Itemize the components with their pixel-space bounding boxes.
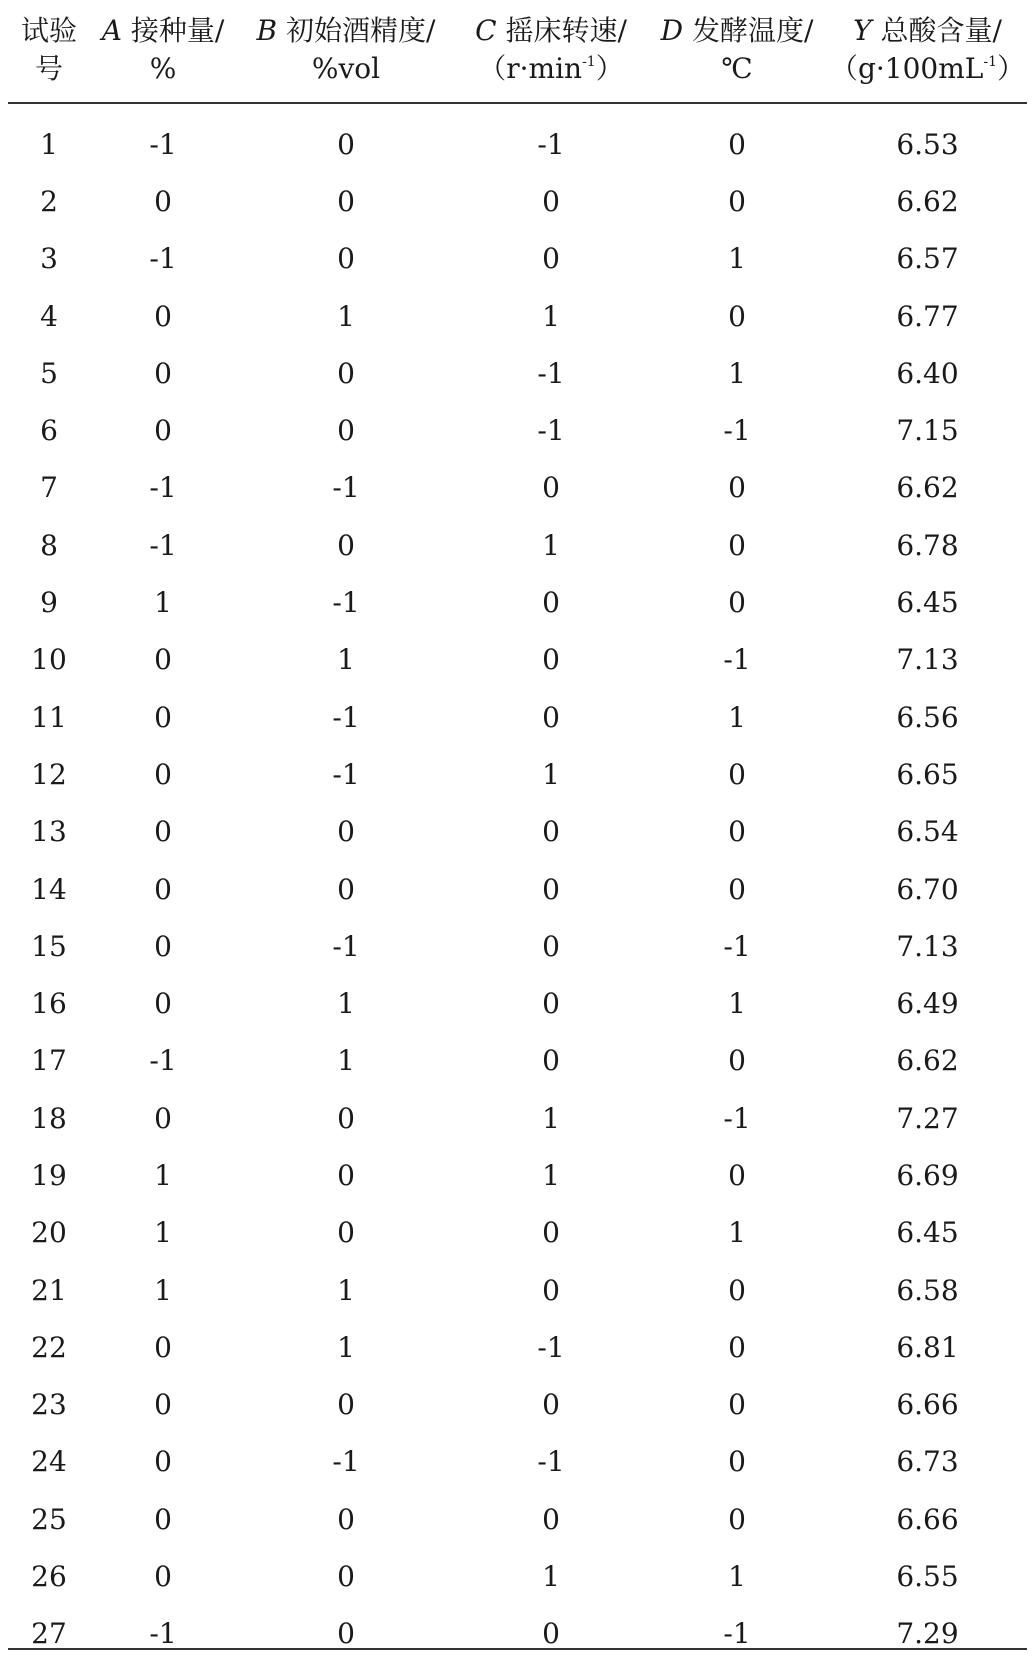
cell-y: 7.13 [896,929,959,963]
cell-b: 0 [337,242,355,276]
cell-d: 0 [728,757,746,791]
experiment-table [8,12,1027,1651]
cell-d: 0 [728,299,746,333]
header-var: D [660,14,684,47]
table-row [8,173,1027,230]
header-var: B [256,14,278,47]
cell-c: 1 [542,1158,560,1192]
cell-trial-no: 25 [31,1502,67,1536]
unit-tail: ） [997,52,1026,85]
cell-d: 0 [728,1330,746,1364]
cell-b: 1 [337,643,355,677]
unit-text: （r·min [478,52,583,85]
cell-b: 0 [337,815,355,849]
cell-trial-no: 3 [40,242,58,276]
cell-d: 0 [728,1502,746,1536]
cell-c: 0 [542,700,560,734]
cell-c: -1 [537,127,565,161]
cell-y: 6.49 [896,987,959,1021]
cell-trial-no: 9 [40,586,58,620]
cell-d: -1 [723,1617,751,1651]
cell-trial-no: 14 [31,872,67,906]
table-row [8,517,1027,574]
cell-b: 0 [337,1158,355,1192]
cell-d: 1 [728,700,746,734]
cell-b: 0 [337,1502,355,1536]
unit-sup: -1 [582,54,596,70]
cell-d: 0 [728,1388,746,1422]
cell-trial-no: 20 [31,1216,67,1250]
cell-b: 0 [337,1216,355,1250]
cell-y: 7.13 [896,643,959,677]
cell-b: 0 [337,528,355,562]
cell-a: -1 [149,242,177,276]
cell-trial-no: 12 [31,757,67,791]
cell-trial-no: 2 [40,184,58,218]
cell-a: 0 [154,643,172,677]
header-line1: 试验 [20,14,77,47]
bottom-rule [8,1648,1027,1650]
table-body [8,116,1027,1663]
table-row [8,1090,1027,1147]
cell-c: 1 [542,1101,560,1135]
cell-c: 0 [542,643,560,677]
cell-b: -1 [332,586,360,620]
header-shaker-speed [456,12,646,100]
table-row [8,975,1027,1032]
cell-trial-no: 10 [31,643,67,677]
unit-tail: ） [595,52,624,85]
table-row [8,861,1027,918]
cell-c: 0 [542,929,560,963]
cell-d: 0 [728,184,746,218]
cell-b: -1 [332,757,360,791]
cell-d: 0 [728,127,746,161]
cell-a: 1 [154,1216,172,1250]
cell-a: 0 [154,1388,172,1422]
cell-b: 1 [337,1273,355,1307]
cell-c: -1 [537,1330,565,1364]
table-header [8,12,1027,100]
cell-d: 0 [728,471,746,505]
cell-a: 0 [154,1560,172,1594]
cell-trial-no: 5 [40,356,58,390]
header-text: 发酵温度/ [691,14,814,47]
cell-c: 0 [542,184,560,218]
table-row [8,1548,1027,1605]
table-row [8,746,1027,803]
header-line2: 号 [34,52,63,85]
cell-d: 0 [728,586,746,620]
cell-y: 7.27 [896,1101,959,1135]
cell-trial-no: 21 [31,1273,67,1307]
header-total-acid [828,12,1027,100]
table-row [8,1033,1027,1090]
table-row [8,345,1027,402]
table-row [8,1205,1027,1262]
header-line2: %vol [311,52,381,85]
cell-y: 6.55 [896,1560,959,1594]
table-row [8,574,1027,631]
cell-c: 1 [542,299,560,333]
header-ferment-temp [646,12,828,100]
cell-a: 0 [154,700,172,734]
table-row [8,1262,1027,1319]
cell-b: 0 [337,872,355,906]
cell-y: 6.81 [896,1330,959,1364]
cell-trial-no: 27 [31,1617,67,1651]
header-line2: % [149,52,177,85]
header-trial-no [8,12,90,100]
cell-c: 0 [542,1388,560,1422]
cell-a: -1 [149,1617,177,1651]
cell-c: 0 [542,987,560,1021]
table-row [8,402,1027,459]
cell-trial-no: 23 [31,1388,67,1422]
cell-trial-no: 24 [31,1445,67,1479]
cell-y: 6.70 [896,872,959,906]
cell-c: 0 [542,872,560,906]
cell-y: 6.65 [896,757,959,791]
header-text: 初始酒精度/ [286,14,436,47]
cell-a: -1 [149,471,177,505]
table-row [8,116,1027,173]
header-line2 [830,50,1025,88]
cell-c: 1 [542,528,560,562]
cell-d: 0 [728,1273,746,1307]
table-row [8,1319,1027,1376]
cell-d: 0 [728,1445,746,1479]
table-row [8,1147,1027,1204]
cell-a: 0 [154,184,172,218]
cell-c: -1 [537,356,565,390]
cell-a: 0 [154,872,172,906]
header-text: 总酸含量/ [880,14,1002,47]
cell-c: 0 [542,471,560,505]
cell-y: 6.57 [896,242,959,276]
cell-y: 6.73 [896,1445,959,1479]
cell-y: 6.66 [896,1502,959,1536]
cell-y: 6.77 [896,299,959,333]
cell-trial-no: 1 [40,127,58,161]
cell-trial-no: 26 [31,1560,67,1594]
cell-a: 0 [154,299,172,333]
cell-d: 0 [728,1044,746,1078]
cell-trial-no: 7 [40,471,58,505]
cell-b: -1 [332,700,360,734]
cell-c: 0 [542,242,560,276]
cell-a: 0 [154,757,172,791]
table-row [8,288,1027,345]
cell-y: 6.45 [896,1216,959,1250]
header-var: A [101,14,122,47]
cell-c: 0 [542,1216,560,1250]
cell-d: 1 [728,1560,746,1594]
cell-y: 6.53 [896,127,959,161]
cell-y: 6.58 [896,1273,959,1307]
cell-a: 0 [154,356,172,390]
cell-b: 1 [337,299,355,333]
cell-d: 1 [728,1216,746,1250]
cell-d: 0 [728,1158,746,1192]
header-initial-alcohol [236,12,456,100]
cell-y: 6.69 [896,1158,959,1192]
header-var: C [475,14,497,47]
table-row [8,1606,1027,1663]
cell-a: 0 [154,1445,172,1479]
cell-y: 6.78 [896,528,959,562]
cell-y: 7.15 [896,414,959,448]
header-inoculum [90,12,236,100]
cell-trial-no: 19 [31,1158,67,1192]
cell-y: 6.54 [896,815,959,849]
cell-d: 0 [728,872,746,906]
cell-trial-no: 22 [31,1330,67,1364]
cell-b: 0 [337,184,355,218]
cell-trial-no: 11 [31,700,67,734]
cell-trial-no: 6 [40,414,58,448]
table-row [8,689,1027,746]
cell-d: -1 [723,643,751,677]
cell-a: 0 [154,1502,172,1536]
cell-d: 0 [728,528,746,562]
header-line2 [478,50,623,88]
cell-b: 0 [337,356,355,390]
cell-a: -1 [149,127,177,161]
cell-trial-no: 16 [31,987,67,1021]
cell-a: 0 [154,1330,172,1364]
header-line2: ℃ [721,52,753,85]
cell-y: 6.40 [896,356,959,390]
cell-y: 6.62 [896,471,959,505]
cell-d: -1 [723,929,751,963]
cell-b: -1 [332,1445,360,1479]
cell-a: 1 [154,1158,172,1192]
cell-a: -1 [149,528,177,562]
table-row [8,1491,1027,1548]
table-row [8,632,1027,689]
cell-a: 0 [154,1101,172,1135]
cell-y: 6.66 [896,1388,959,1422]
header-var: Y [853,14,872,47]
table-row [8,804,1027,861]
header-line1 [475,12,627,50]
cell-b: -1 [332,471,360,505]
cell-c: -1 [537,414,565,448]
cell-d: -1 [723,414,751,448]
cell-y: 6.62 [896,1044,959,1078]
cell-a: 0 [154,929,172,963]
table-row [8,1377,1027,1434]
cell-b: 0 [337,127,355,161]
cell-c: 1 [542,757,560,791]
cell-d: -1 [723,1101,751,1135]
cell-b: 0 [337,414,355,448]
header-line1 [853,12,1002,50]
table-row [8,231,1027,288]
cell-b: 1 [337,1044,355,1078]
header-rule [8,102,1027,104]
header-line1 [661,12,814,50]
cell-a: -1 [149,1044,177,1078]
cell-c: 0 [542,1617,560,1651]
table-row [8,1434,1027,1491]
unit-sup: -1 [983,54,998,70]
cell-y: 6.45 [896,586,959,620]
cell-b: 1 [337,987,355,1021]
cell-b: 1 [337,1330,355,1364]
header-line1 [102,12,225,50]
header-text: 接种量/ [130,14,225,47]
cell-trial-no: 17 [31,1044,67,1078]
cell-trial-no: 4 [40,299,58,333]
cell-d: 1 [728,987,746,1021]
cell-b: 0 [337,1388,355,1422]
cell-a: 1 [154,586,172,620]
cell-a: 0 [154,987,172,1021]
cell-d: 0 [728,815,746,849]
cell-trial-no: 15 [31,929,67,963]
cell-b: 0 [337,1101,355,1135]
cell-c: 0 [542,586,560,620]
cell-y: 6.56 [896,700,959,734]
header-text: 摇床转速/ [505,14,627,47]
cell-c: 0 [542,1044,560,1078]
cell-c: 0 [542,1273,560,1307]
cell-a: 1 [154,1273,172,1307]
table-row [8,918,1027,975]
table-row [8,460,1027,517]
cell-trial-no: 18 [31,1101,67,1135]
cell-trial-no: 8 [40,528,58,562]
cell-c: 0 [542,815,560,849]
cell-c: 0 [542,1502,560,1536]
cell-b: 0 [337,1617,355,1651]
cell-d: 1 [728,242,746,276]
header-line1 [257,12,436,50]
unit-text: （g·100mL [829,52,984,85]
cell-b: -1 [332,929,360,963]
cell-a: 0 [154,414,172,448]
cell-d: 1 [728,356,746,390]
cell-trial-no: 13 [31,815,67,849]
cell-a: 0 [154,815,172,849]
cell-y: 7.29 [896,1617,959,1651]
cell-y: 6.62 [896,184,959,218]
cell-c: 1 [542,1560,560,1594]
cell-c: -1 [537,1445,565,1479]
cell-b: 0 [337,1560,355,1594]
